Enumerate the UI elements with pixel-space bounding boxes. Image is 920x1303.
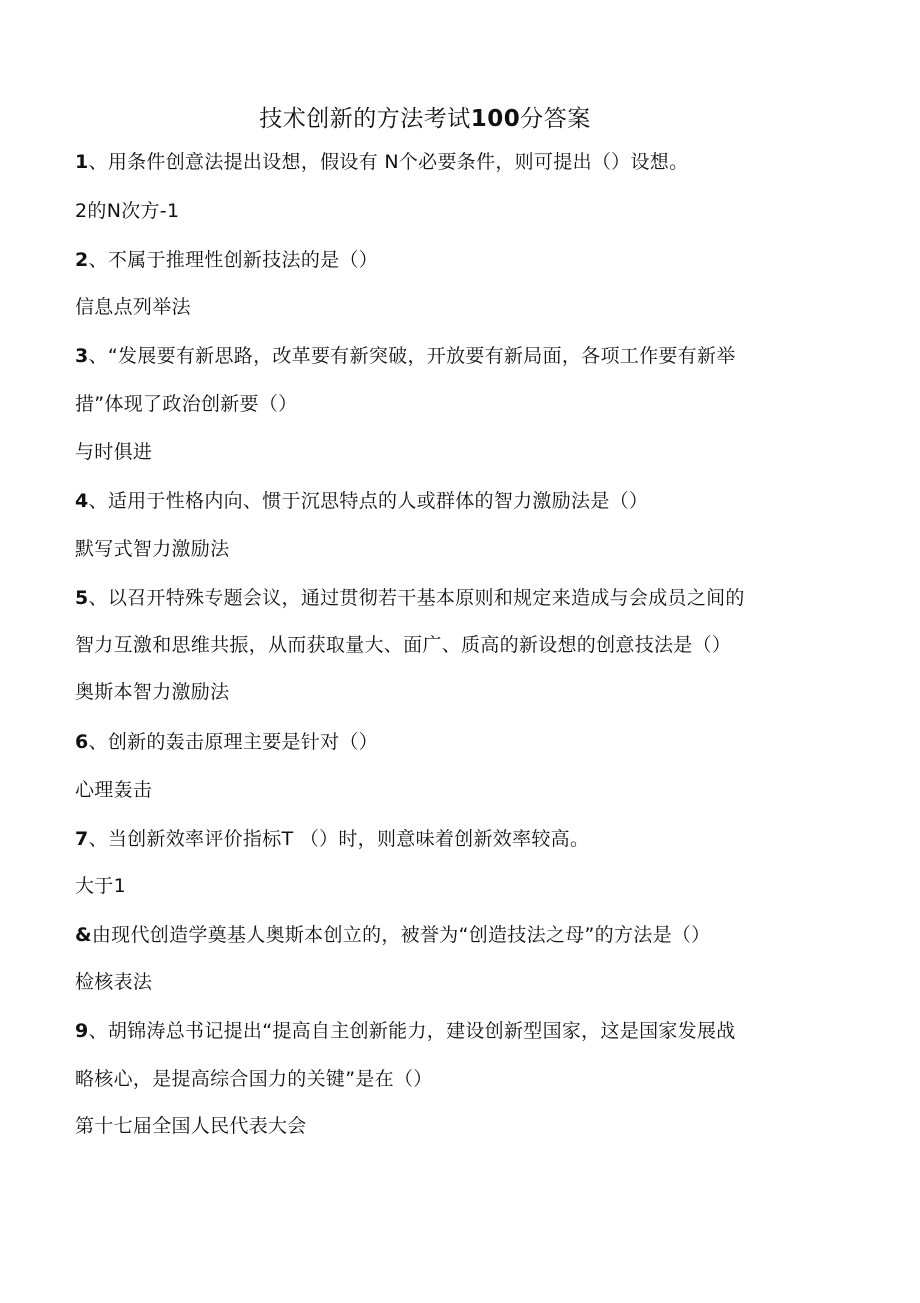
answer-3: 与时俱进 xyxy=(75,441,153,463)
answer-1: 2的N次方-1 xyxy=(75,200,180,222)
question-number: 4 xyxy=(75,490,89,512)
title-text: 技术创新的方法考试 xyxy=(259,106,471,132)
answer-6: 心理轰击 xyxy=(75,779,153,801)
answer-5: 奥斯本智力激励法 xyxy=(75,681,230,703)
answer-9: 第十七届全国人民代表大会 xyxy=(75,1115,307,1137)
question-text: 由现代创造学奠基人奥斯本创立的，被誉为“创造技法之母”的方法是（） xyxy=(91,924,711,946)
question-text: 、不属于推理性创新技法的是（） xyxy=(88,249,379,271)
question-text: 、适用于性格内向、惯于沉思特点的人或群体的智力激励法是（） xyxy=(88,490,649,512)
question-text: 、“发展要有新思路，改革要有新突破，开放要有新局面，各项工作要有新举 xyxy=(88,345,736,367)
question-6 xyxy=(75,728,378,756)
question-2 xyxy=(75,246,378,274)
page-title xyxy=(0,100,850,133)
title-suffix: 分答案 xyxy=(520,106,591,132)
question-number: 5 xyxy=(75,587,89,609)
question-9 xyxy=(75,1017,736,1045)
question-1 xyxy=(75,148,688,176)
question-9-continuation: 略核心，是提高综合国力的关键”是在（） xyxy=(75,1068,433,1090)
question-3-continuation: 措”体现了政治创新要（） xyxy=(75,393,298,415)
answer-7: 大于1 xyxy=(75,875,126,897)
question-3 xyxy=(75,342,736,370)
question-number: 9 xyxy=(75,1020,89,1042)
answer-4: 默写式智力激励法 xyxy=(75,538,230,560)
question-number: 7 xyxy=(75,828,89,850)
question-8 xyxy=(75,921,710,949)
question-number: 6 xyxy=(75,731,89,753)
question-text: 、用条件创意法提出设想，假设有 N个必要条件，则可提出（）设想。 xyxy=(88,151,689,173)
title-score: 100 xyxy=(470,106,521,132)
question-4 xyxy=(75,487,648,515)
answer-8: 检核表法 xyxy=(75,971,153,993)
answer-2: 信息点列举法 xyxy=(75,296,191,318)
question-5-continuation: 智力互激和思维共振，从而获取量大、面广、质高的新设想的创意技法是（） xyxy=(75,634,732,656)
question-number: 1 xyxy=(75,151,89,173)
question-text: 、以召开特殊专题会议，通过贯彻若干基本原则和规定来造成与会成员之间的 xyxy=(88,587,745,609)
question-text: 、胡锦涛总书记提出“提高自主创新能力，建设创新型国家，这是国家发展战 xyxy=(88,1020,736,1042)
question-number: 2 xyxy=(75,249,89,271)
question-number: & xyxy=(75,924,92,946)
question-text: 、当创新效率评价指标T （）时，则意味着创新效率较高。 xyxy=(88,828,590,850)
question-5 xyxy=(75,584,745,612)
question-text: 、创新的轰击原理主要是针对（） xyxy=(88,731,379,753)
question-number: 3 xyxy=(75,345,89,367)
question-7 xyxy=(75,825,589,853)
